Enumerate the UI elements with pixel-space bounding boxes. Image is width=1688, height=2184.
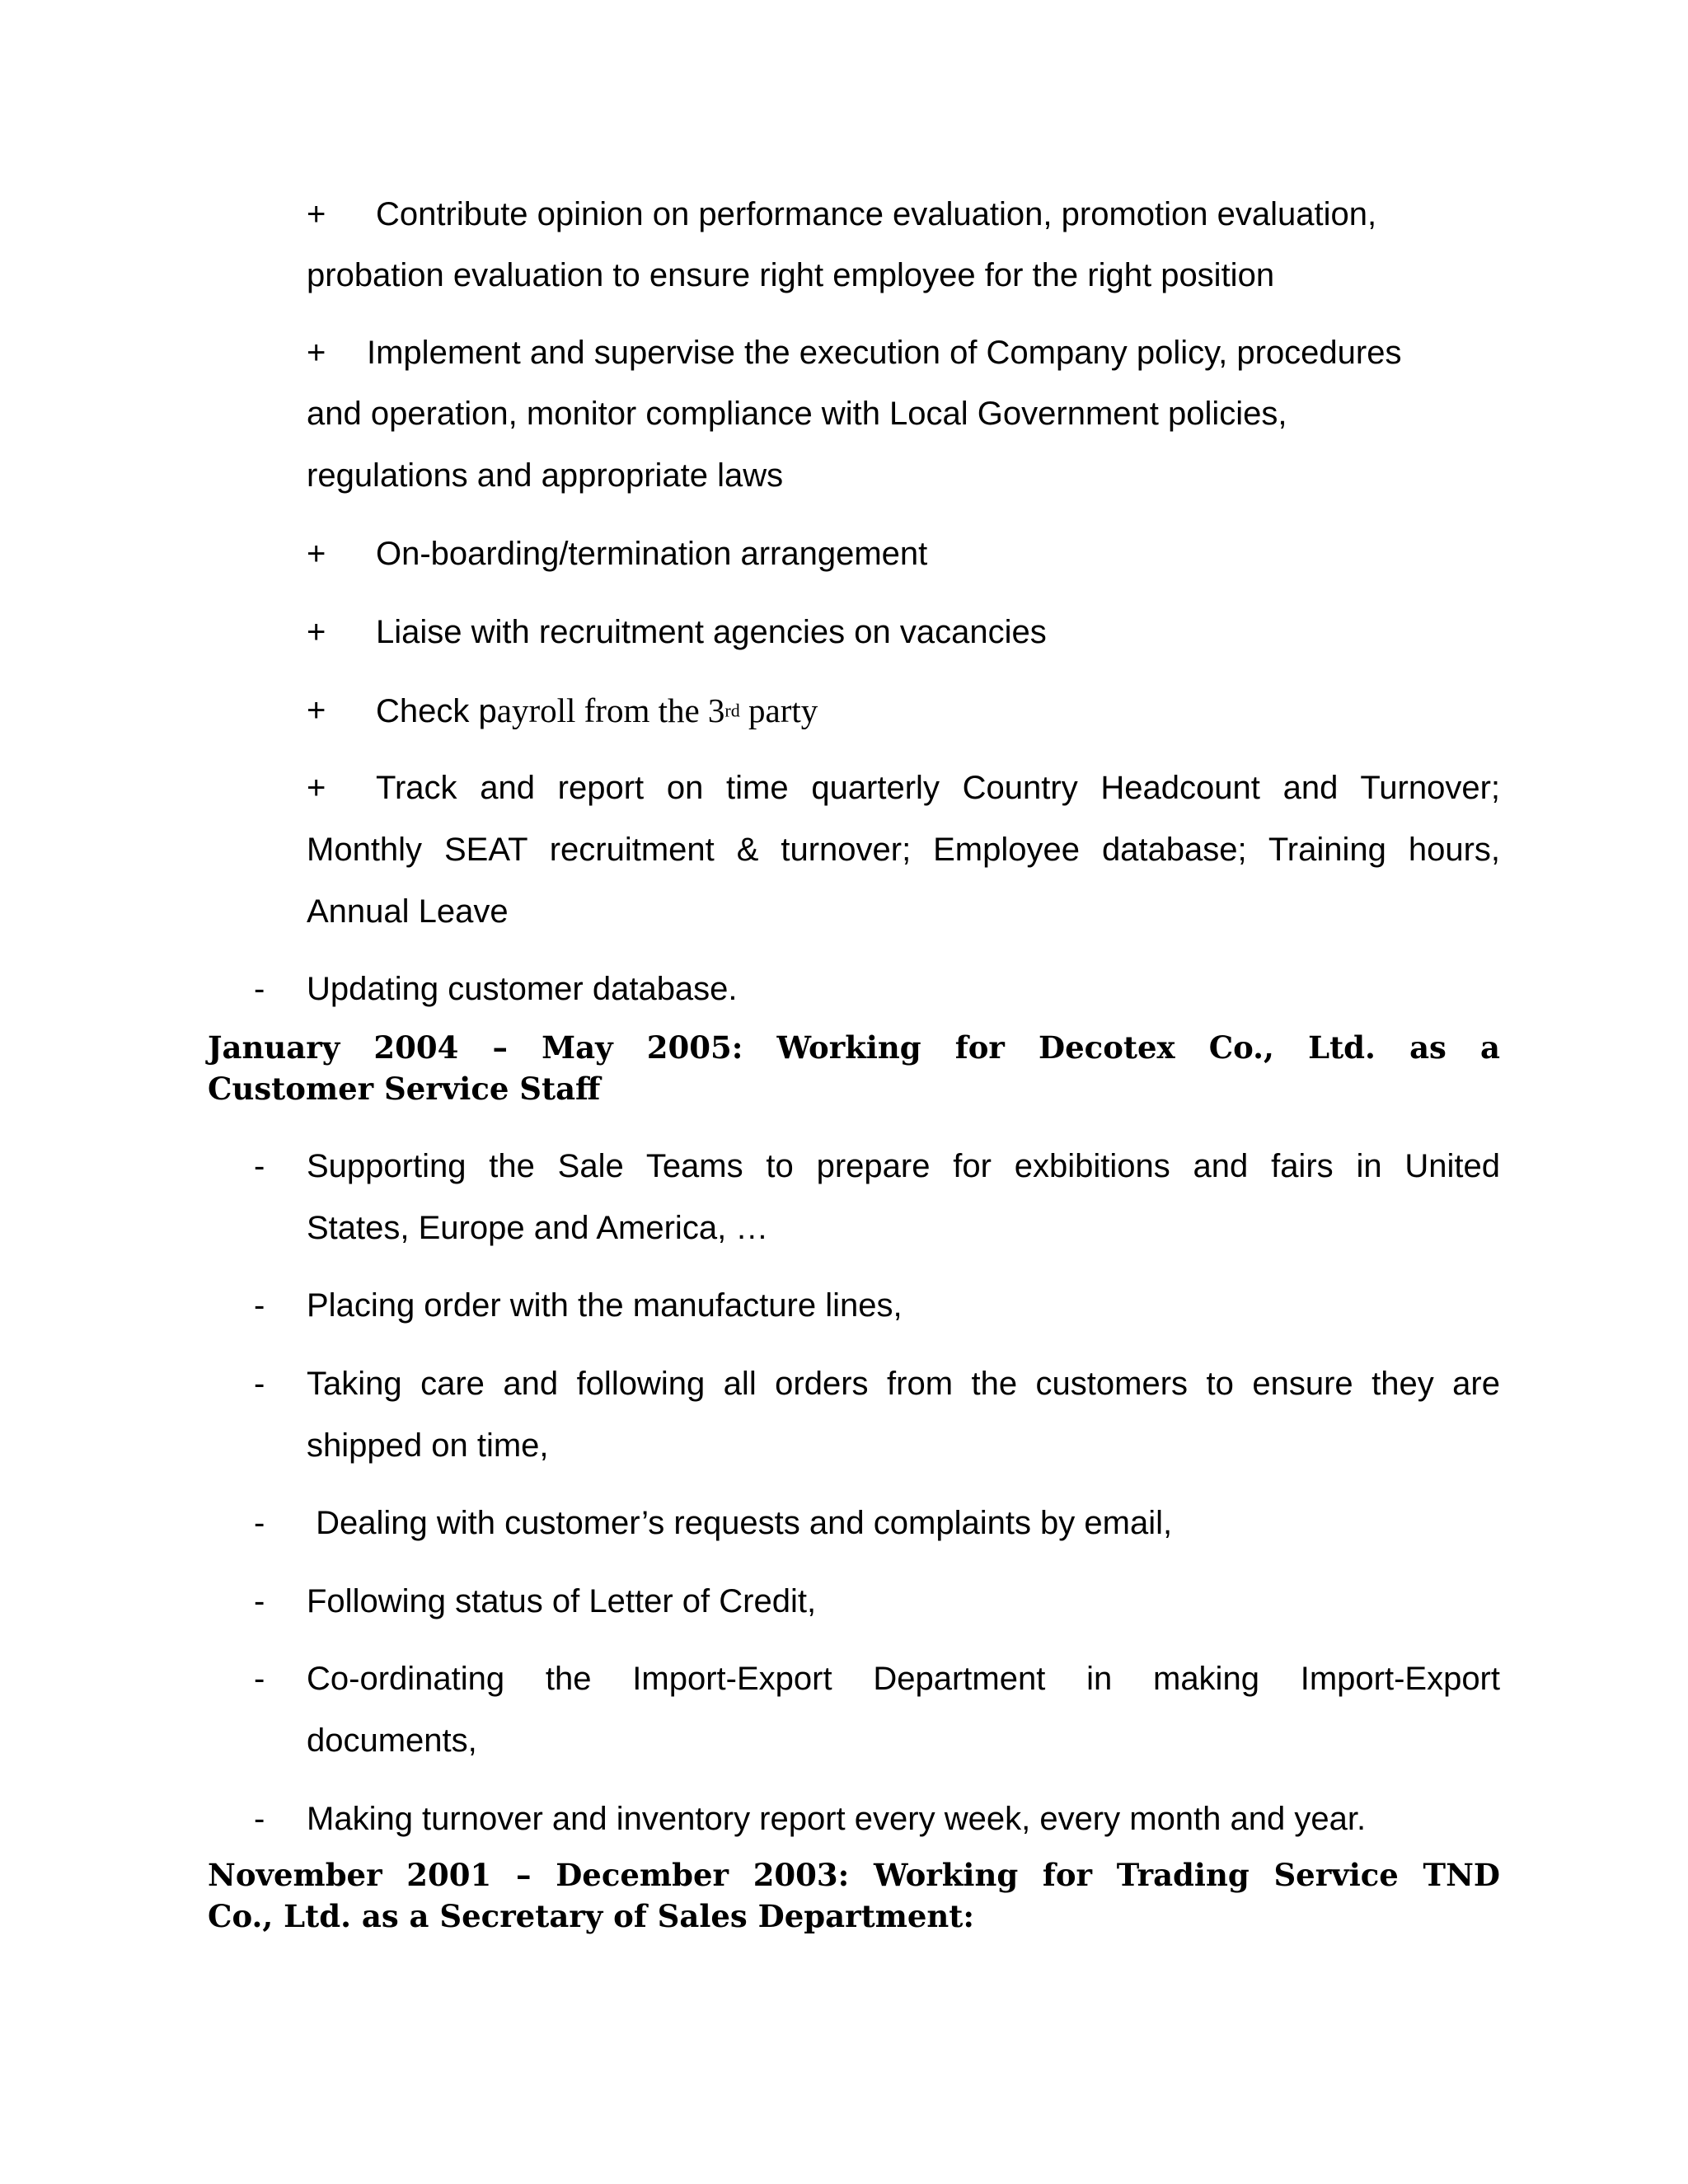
dash-bullet-marker: - (254, 971, 265, 1007)
job-heading: January 2004 – May 2005: Working for Decotex Co., Ltd. as a (208, 1029, 1500, 1066)
bullet-text: Annual Leave (307, 893, 509, 930)
dash-bullet-marker: - (254, 1505, 265, 1541)
dash-bullet-marker: - (254, 1661, 265, 1697)
plus-bullet-marker: + (307, 614, 326, 650)
list-item: Supporting the Sale Teams to prepare for exbibitions and fairs in United (307, 1148, 1500, 1184)
bullet-text-part: ayroll from the 3 (496, 691, 725, 729)
list-item: Updating customer database. (307, 971, 738, 1007)
dash-bullet-marker: - (254, 1366, 265, 1402)
list-item: documents, (307, 1722, 477, 1759)
bullet-text: On-boarding/termination arrangement (376, 536, 928, 572)
list-item: Following status of Letter of Credit, (307, 1583, 817, 1619)
bullet-text-part: Check p (376, 693, 497, 729)
job-heading: Customer Service Staff (208, 1071, 601, 1107)
bullet-text: Implement and supervise the execution of Company policy, procedures (367, 335, 1402, 371)
list-item: States, Europe and America, … (307, 1210, 769, 1246)
bullet-text: Monthly SEAT recruitment & turnover; Employee database; Training hours, (307, 832, 1500, 868)
list-item: Co-ordinating the Import-Export Department in making Import-Export (307, 1661, 1500, 1697)
job-heading: Co., Ltd. as a Secretary of Sales Department: (208, 1898, 975, 1934)
list-item: Taking care and following all orders from the customers to ensure they are (307, 1366, 1500, 1402)
bullet-text: Contribute opinion on performance evaluation, promotion evaluation, (376, 196, 1377, 232)
bullet-text: probation evaluation to ensure right employee for the right position (307, 257, 1275, 293)
bullet-text: regulations and appropriate laws (307, 457, 784, 494)
dash-bullet-marker: - (254, 1148, 265, 1184)
ordinal-superscript: rd (724, 700, 740, 721)
dash-bullet-marker: - (254, 1287, 265, 1324)
plus-bullet-marker: + (307, 770, 326, 806)
list-item: Placing order with the manufacture lines, (307, 1287, 903, 1324)
bullet-text: Track and report on time quarterly Country Headcount and Turnover; (376, 770, 1500, 806)
plus-bullet-marker: + (307, 335, 326, 371)
dash-bullet-marker: - (254, 1583, 265, 1619)
job-heading: November 2001 – December 2003: Working for Trading Service TND (208, 1857, 1500, 1893)
plus-bullet-marker: + (307, 692, 326, 729)
bullet-text-payroll (376, 691, 818, 738)
dash-bullet-marker: - (254, 1801, 265, 1837)
plus-bullet-marker: + (307, 536, 326, 572)
plus-bullet-marker: + (307, 196, 326, 232)
bullet-text-part: party (739, 691, 818, 729)
bullet-text: Liaise with recruitment agencies on vacancies (376, 614, 1047, 650)
list-item: shipped on time, (307, 1427, 549, 1464)
list-item: Dealing with customer’s requests and complaints by email, (307, 1505, 1173, 1541)
list-item: Making turnover and inventory report every week, every month and year. (307, 1801, 1367, 1837)
bullet-text: and operation, monitor compliance with Local Government policies, (307, 396, 1287, 432)
